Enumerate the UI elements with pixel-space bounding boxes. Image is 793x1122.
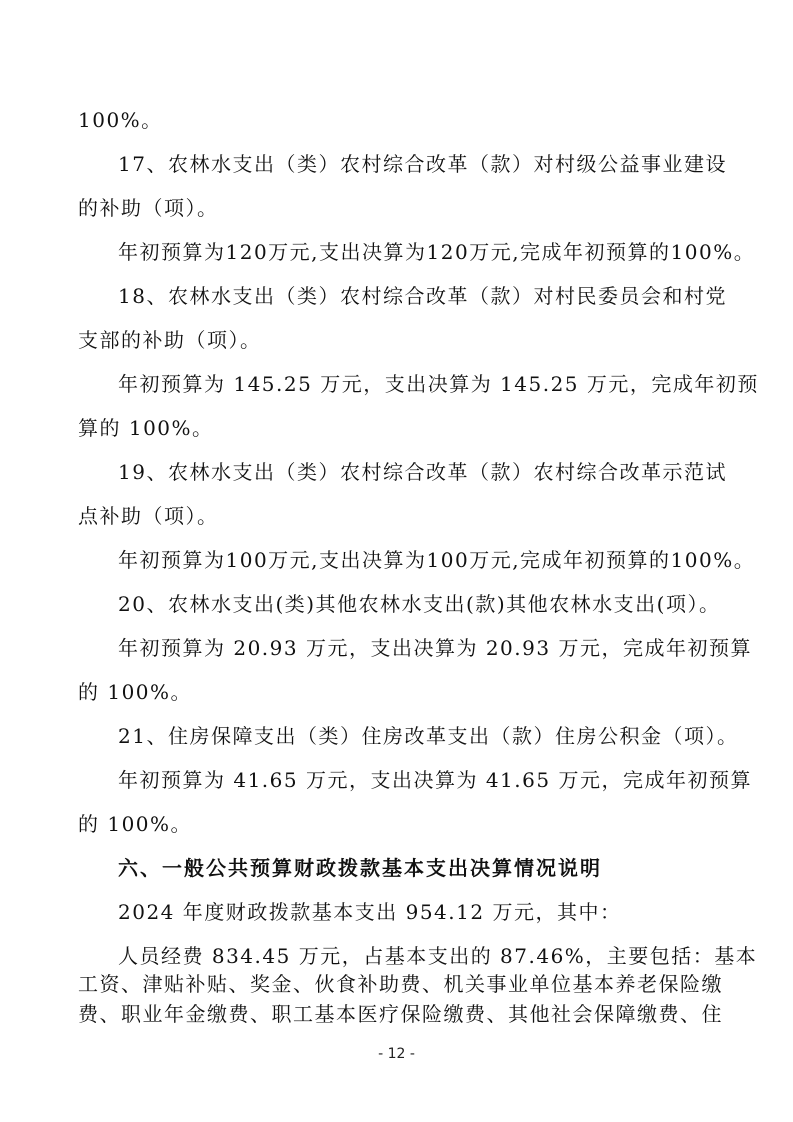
- item-17-title: 17、农林水支出（类）农村综合改革（款）对村级公益事业建设: [118, 152, 727, 176]
- basic-expense-total: 2024 年度财政拨款基本支出 954.12 万元，其中：: [118, 900, 622, 924]
- text-line: 的 100%。: [78, 812, 193, 836]
- item-18-budget: 年初预算为 145.25 万元，支出决算为 145.25 万元，完成年初预: [118, 372, 759, 396]
- text-line: 的补助（项）。: [78, 196, 219, 220]
- text-line: 的 100%。: [78, 680, 193, 704]
- text-line: 工资、津贴补贴、奖金、伙食补助费、机关事业单位基本养老保险缴: [78, 972, 723, 996]
- text-line: 支部的补助（项）。: [78, 328, 262, 352]
- item-18-title: 18、农林水支出（类）农村综合改革（款）对村民委员会和村党: [118, 284, 727, 308]
- text-line: 100%。: [78, 108, 163, 132]
- page-number: - 12 -: [378, 1046, 415, 1062]
- item-21-budget: 年初预算为 41.65 万元，支出决算为 41.65 万元，完成年初预算: [118, 768, 752, 792]
- item-20-title: 20、农林水支出(类)其他农林水支出(款)其他农林水支出(项）。: [118, 592, 721, 616]
- text-line: 算的 100%。: [78, 416, 214, 440]
- item-17-budget: 年初预算为120万元,支出决算为120万元,完成年初预算的100%。: [118, 240, 756, 264]
- item-19-title: 19、农林水支出（类）农村综合改革（款）农村综合改革示范试: [118, 460, 727, 484]
- item-21-title: 21、住房保障支出（类）住房改革支出（款）住房公积金（项）。: [118, 724, 739, 748]
- text-line: 费、职业年金缴费、职工基本医疗保险缴费、其他社会保障缴费、住: [78, 1002, 723, 1026]
- text-line: 点补助（项）。: [78, 504, 219, 528]
- item-20-budget: 年初预算为 20.93 万元，支出决算为 20.93 万元，完成年初预算: [118, 636, 752, 660]
- item-19-budget: 年初预算为100万元,支出决算为100万元,完成年初预算的100%。: [118, 548, 756, 572]
- personnel-expense: 人员经费 834.45 万元，占基本支出的 87.46%，主要包括：基本: [118, 944, 758, 968]
- section-heading: 六、一般公共预算财政拨款基本支出决算情况说明: [118, 856, 602, 880]
